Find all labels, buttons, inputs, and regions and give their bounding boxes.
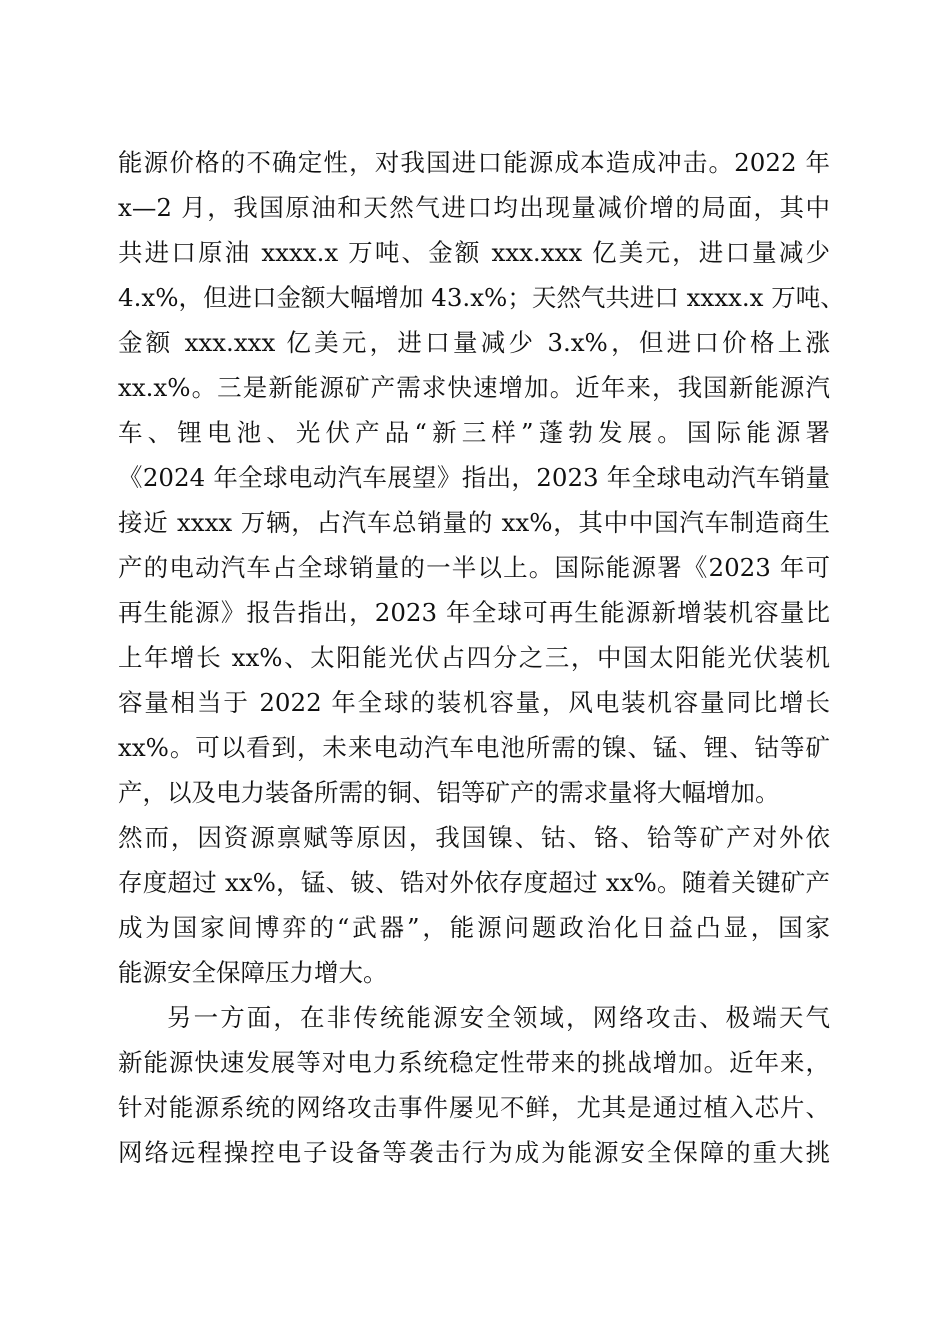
paragraph-line: 车、锂电池、光伏产品“新三样”蓬勃发展。国际能源署: [118, 418, 830, 447]
paragraph-line: 网络远程操控电子设备等袭击行为成为能源安全保障的重大挑: [118, 1138, 830, 1167]
paragraph-1: [118, 140, 845, 995]
paragraph-line: 《2024 年全球电动汽车展望》指出，2023 年全球电动汽车销量: [118, 463, 830, 492]
paragraph-line: x—2 月，我国原油和天然气进口均出现量减价增的局面，其中: [118, 193, 830, 222]
paragraph-line: 容量相当于 2022 年全球的装机容量，风电装机容量同比增长: [118, 688, 830, 717]
paragraph-line: 产，以及电力装备所需的铜、铝等矿产的需求量将大幅增加。: [118, 778, 780, 807]
paragraph-line: 接近 xxxx 万辆，占汽车总销量的 xx%，其中中国汽车制造商生: [118, 508, 830, 537]
paragraph-line: 金额 xxx.xxx 亿美元，进口量减少 3.x%，但进口价格上涨: [118, 328, 830, 357]
paragraph-line: 能源价格的不确定性，对我国进口能源成本造成冲击。2022 年: [118, 148, 830, 177]
paragraph-line: 再生能源》报告指出，2023 年全球可再生能源新增装机容量比: [118, 598, 830, 627]
paragraph-line: xx.x%。三是新能源矿产需求快速增加。近年来，我国新能源汽: [118, 373, 830, 402]
paragraph-line: 产的电动汽车占全球销量的一半以上。国际能源署《2023 年可: [118, 553, 830, 582]
paragraph-line: 针对能源系统的网络攻击事件屡见不鲜，尤其是通过植入芯片、: [118, 1093, 830, 1122]
paragraph-line: 另一方面，在非传统能源安全领域，网络攻击、极端天气: [167, 1003, 830, 1032]
paragraph-line: 上年增长 xx%、太阳能光伏占四分之三，中国太阳能光伏装机: [118, 643, 830, 672]
document-body: [118, 140, 845, 1175]
paragraph-line: 新能源快速发展等对电力系统稳定性带来的挑战增加。近年来，: [118, 1048, 830, 1077]
paragraph-line: 存度超过 xx%，锰、铍、锆对外依存度超过 xx%。随着关键矿产: [118, 868, 830, 897]
paragraph-line: xx%。可以看到，未来电动汽车电池所需的镍、锰、锂、钴等矿: [118, 733, 830, 762]
paragraph-line: 然而，因资源禀赋等原因，我国镍、钴、铬、铪等矿产对外依: [118, 823, 830, 852]
paragraph-line: 共进口原油 xxxx.x 万吨、金额 xxx.xxx 亿美元，进口量减少: [118, 238, 830, 267]
paragraph-2: [118, 995, 830, 1175]
paragraph-line: 能源安全保障压力增大。: [118, 958, 388, 987]
paragraph-line: 4.x%，但进口金额大幅增加 43.x%；天然气共进口 xxxx.x 万吨、: [118, 283, 845, 312]
paragraph-line: 成为国家间博弈的“武器”，能源问题政治化日益凸显，国家: [118, 913, 830, 942]
